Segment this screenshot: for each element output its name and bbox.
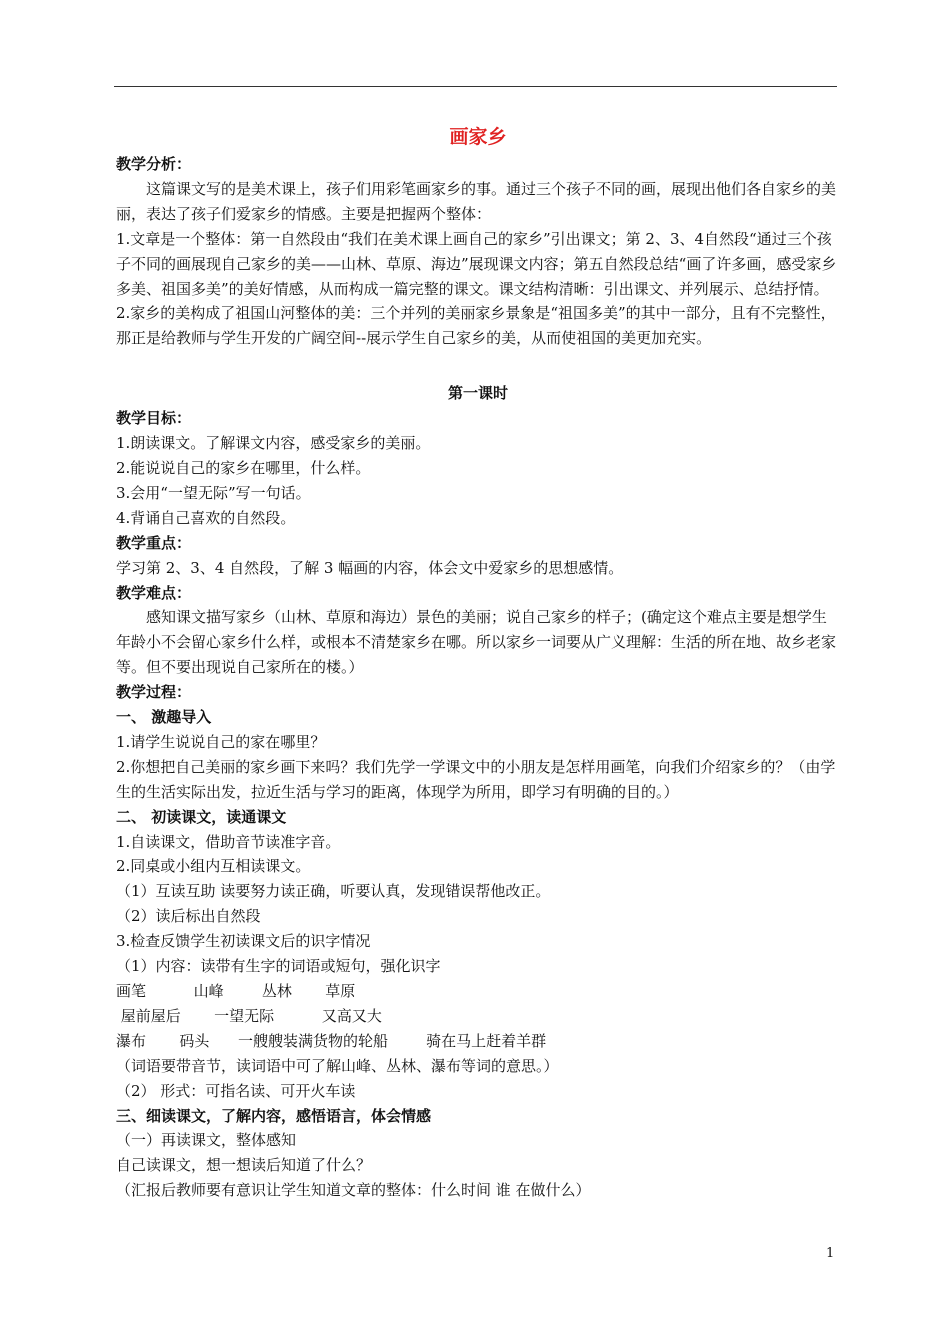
goal-item: 2.能说说自己的家乡在哪里，什么样。 xyxy=(116,458,371,477)
goals-heading: 教学目标： xyxy=(116,409,192,428)
lesson-title: 第一课时 xyxy=(447,384,508,403)
analysis-paragraph: 1.文章是一个整体：第一自然段由“我们在美术课上画自己的家乡”引出课文；第 2、3、4自然段“通过三个孩子不同的画展现自己家乡的美——山林、草原、海边”展现课文内容；第五自然段总结“画了许多画，感受家乡多美、祖国多美”的美好情感，从而构成一篇完整的课文。课文结构清晰：引出课文、并列展示、总结抒情。 xyxy=(116,229,837,298)
step-line: （一）再读课文，整体感知 xyxy=(116,1131,297,1150)
focus-heading: 教学重点： xyxy=(116,533,192,552)
step-line: 2.你想把自己美丽的家乡画下来吗？我们先学一学课文中的小朋友是怎样用画笔，向我们介绍家乡的？（由学生的生活实际出发，拉近生活与学习的距离，体现学为所用，即学习有明确的目的。） xyxy=(116,757,836,801)
step-line: （词语要带音节，读词语中可了解山峰、丛林、瀑布等词的意思。） xyxy=(116,1056,559,1075)
analysis-paragraph: 这篇课文写的是美术课上，孩子们用彩笔画家乡的事。通过三个孩子不同的画，展现出他们各自家乡的美丽，表达了孩子们爱家乡的情感。主要是把握两个整体： xyxy=(116,179,837,223)
process-heading: 教学过程： xyxy=(116,683,192,702)
step-line: （1）互读互助 读要努力读正确，听要认真，发现错误帮他改正。 xyxy=(116,882,551,901)
difficulty-heading: 教学难点： xyxy=(116,583,192,602)
step-line: 1.自读课文，借助音节读准字音。 xyxy=(116,832,341,851)
difficulty-text: 感知课文描写家乡（山林、草原和海边）景色的美丽；说自己家乡的样子；(确定这个难点主要是想学生年龄小不会留心家乡什么样，或根本不清楚家乡在哪。所以家乡一词要从广义理解：生活的所在地、故乡老家等。但不要出现说自己家所在的楼。） xyxy=(116,608,837,677)
step-heading: 一、 激趣导入 xyxy=(116,708,212,727)
step-line: 3.检查反馈学生初读课文后的识字情况 xyxy=(116,932,371,951)
step-heading: 三、细读课文，了解内容，感悟语言，体会情感 xyxy=(116,1106,432,1125)
document-body xyxy=(116,120,840,1203)
word-row: 屋前屋后 一望无际 又高又大 xyxy=(116,1006,382,1025)
goal-item: 3.会用“一望无际”写一句话。 xyxy=(116,483,311,502)
step-line: （2）读后标出自然段 xyxy=(116,907,261,926)
goal-item: 4.背诵自己喜欢的自然段。 xyxy=(116,508,296,527)
analysis-paragraph: 2.家乡的美构成了祖国山河整体的美：三个并列的美丽家乡景象是“祖国多美”的其中一部分，且有不完整性，那正是给教师与学生开发的广阔空间--展示学生自己家乡的美，从而使祖国的美更加充实。 xyxy=(116,304,836,348)
word-row: 画笔 山峰 丛林 草原 xyxy=(116,982,356,1000)
step-line: （2） 形式：可指名读、可开火车读 xyxy=(116,1081,356,1100)
step-line: 自己读课文，想一想读后知道了什么？ xyxy=(116,1156,372,1175)
step-line: （汇报后教师要有意识让学生知道文章的整体：什么时间 谁 在做什么） xyxy=(116,1181,591,1200)
step-line: 1.请学生说说自己的家在哪里？ xyxy=(116,732,326,751)
step-line: 2.同桌或小组内互相读课文。 xyxy=(116,857,311,876)
goal-item: 1.朗读课文。了解课文内容，感受家乡的美丽。 xyxy=(116,434,431,453)
header-rule xyxy=(114,86,837,87)
step-heading: 二、 初读课文，读通课文 xyxy=(116,807,287,826)
page-number: 1 xyxy=(826,1246,835,1261)
focus-text: 学习第 2、3、4 自然段，了解 3 幅画的内容，体会文中爱家乡的思想感情。 xyxy=(116,558,624,577)
analysis-heading: 教学分析： xyxy=(116,155,192,173)
word-row: 瀑布 码头 一艘艘装满货物的轮船 骑在马上赶着羊群 xyxy=(116,1031,547,1050)
document-title: 画家乡 xyxy=(449,126,507,148)
step-line: （1）内容：读带有生字的词语或短句，强化识字 xyxy=(116,957,441,976)
